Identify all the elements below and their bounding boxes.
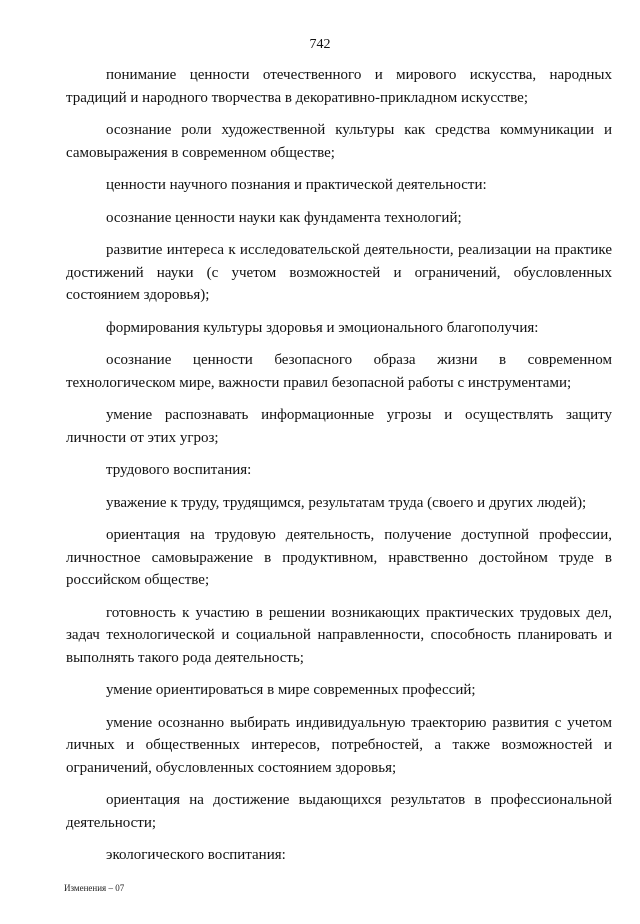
- paragraph: формирования культуры здоровья и эмоционального благополучия:: [106, 319, 539, 336]
- paragraph: умение ориентироваться в мире современных профессий;: [106, 682, 476, 698]
- body-text: [66, 64, 612, 877]
- paragraph: трудового воспитания:: [106, 462, 252, 478]
- paragraph: понимание ценности отечественного и мирового искусства, народных традиций и народного творчества в декоративно-прикладном искусстве;: [66, 67, 612, 106]
- paragraph: осознание роли художественной культуры как средства коммуникации и самовыражения в современном обществе;: [66, 122, 612, 161]
- page-number: 742: [309, 37, 331, 52]
- paragraph: развитие интереса к исследовательской деятельности, реализации на практике достижений науки (с учетом возможностей и ограничений, обусловленных состоянием здоровья);: [66, 242, 612, 303]
- paragraph: осознание ценности науки как фундамента технологий;: [106, 209, 462, 226]
- paragraph: умение распознавать информационные угрозы и осуществлять защиту личности от этих угроз;: [66, 407, 612, 446]
- paragraph: ориентация на достижение выдающихся результатов в профессиональной деятельности;: [66, 792, 612, 831]
- paragraph: осознание ценности безопасного образа жизни в современном технологическом мире, важности правил безопасной работы с инструментами;: [66, 352, 612, 391]
- paragraph: экологического воспитания:: [106, 847, 286, 863]
- paragraph: умение осознанно выбирать индивидуальную траекторию развития с учетом личных и общественных интересов, потребностей, а также возможностей и ограничений, обусловленных состоянием здоровья;: [66, 714, 612, 776]
- paragraph: уважение к труду, трудящимся, результатам труда (своего и других людей);: [106, 494, 587, 511]
- paragraph: ориентация на трудовую деятельность, получение доступной профессии, личностное самовыражение в продуктивном, нравственно достойном труде в российском обществе;: [66, 527, 612, 588]
- paragraph: готовность к участию в решении возникающих практических трудовых дел, задач технологической и социальной направленности, способность планировать и выполнять такого рода деятельность;: [66, 604, 612, 666]
- footer-revision-note: Изменения – 07: [64, 883, 125, 893]
- paragraph: ценности научного познания и практической деятельности:: [106, 177, 487, 193]
